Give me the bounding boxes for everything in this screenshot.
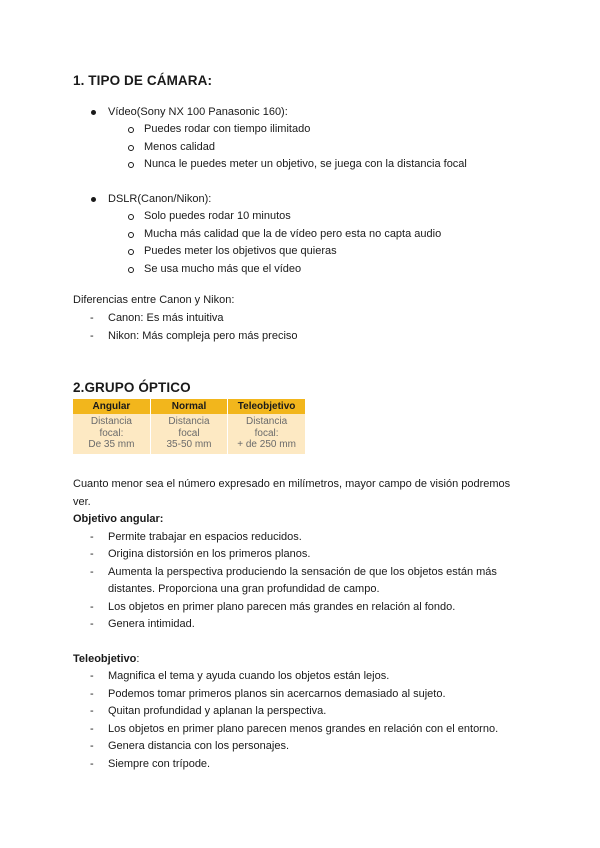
dslr-item: Mucha más calidad que la de vídeo pero esta no capta audio [144, 228, 442, 240]
table-cell-normal: Distancia focal 35-50 mm [150, 414, 227, 454]
angular-item-continuation: distantes. Proporciona una gran profundidad de campo. [108, 583, 380, 595]
focal-length-table [73, 399, 305, 454]
tele-label-line [73, 651, 139, 669]
dash-bullet: - [90, 618, 94, 630]
angular-label: Objetivo angular: [73, 513, 164, 525]
dash-bullet: - [90, 330, 94, 342]
table-row [73, 414, 305, 454]
dash-bullet: - [90, 723, 94, 735]
video-label: Vídeo(Sony NX 100 Panasonic 160): [108, 106, 288, 118]
video-item: Nunca le puedes meter un objetivo, se juega con la distancia focal [144, 158, 467, 170]
dash-bullet: - [90, 566, 94, 578]
dash-bullet: - [90, 548, 94, 560]
dash-bullet: - [90, 758, 94, 770]
intro-paragraph-line: Cuanto menor sea el número expresado en milímetros, mayor campo de visión podremos [73, 478, 511, 490]
table-cell-tele: Distancia focal: + de 250 mm [228, 414, 305, 454]
section-title-camera-type: 1. TIPO DE CÁMARA: [73, 73, 213, 88]
circle-bullet-icon [128, 145, 134, 151]
dash-bullet: - [90, 688, 94, 700]
dash-bullet: - [90, 312, 94, 324]
dash-bullet: - [90, 670, 94, 682]
dslr-item: Se usa mucho más que el vídeo [144, 263, 302, 275]
dslr-item: Solo puedes rodar 10 minutos [144, 210, 291, 222]
circle-bullet-icon [128, 249, 134, 255]
circle-bullet-icon [128, 232, 134, 238]
circle-bullet-icon [128, 127, 134, 133]
angular-item: Origina distorsión en los primeros planos. [108, 548, 311, 560]
table-cell-angular: Distancia focal: De 35 mm [73, 414, 150, 454]
table-header-normal: Normal [150, 399, 227, 414]
dash-bullet: - [90, 740, 94, 752]
tele-item: Magnifica el tema y ayuda cuando los objetos están lejos. [108, 670, 390, 682]
dash-bullet: - [90, 531, 94, 543]
section-title-optical-group: 2.GRUPO ÓPTICO [73, 380, 191, 395]
bullet-icon [91, 110, 96, 115]
intro-paragraph-line: ver. [73, 496, 91, 508]
circle-bullet-icon [128, 162, 134, 168]
angular-item: Aumenta la perspectiva produciendo la sensación de que los objetos están más [108, 566, 497, 578]
table-header-row [73, 399, 305, 414]
circle-bullet-icon [128, 267, 134, 273]
tele-item: Quitan profundidad y aplanan la perspectiva. [108, 705, 327, 717]
tele-item: Siempre con trípode. [108, 758, 211, 770]
tele-item: Los objetos en primer plano parecen menos grandes en relación con el entorno. [108, 723, 499, 735]
differences-label: Diferencias entre Canon y Nikon: [73, 294, 235, 306]
tele-item: Podemos tomar primeros planos sin acercarnos demasiado al sujeto. [108, 688, 446, 700]
differences-item: Nikon: Más compleja pero más preciso [108, 330, 298, 342]
circle-bullet-icon [128, 214, 134, 220]
dash-bullet: - [90, 705, 94, 717]
tele-item: Genera distancia con los personajes. [108, 740, 289, 752]
differences-item: Canon: Es más intuitiva [108, 312, 224, 324]
dash-bullet: - [90, 601, 94, 613]
angular-item: Los objetos en primer plano parecen más grandes en relación al fondo. [108, 601, 456, 613]
table-header-tele: Teleobjetivo [228, 399, 305, 414]
bullet-icon [91, 197, 96, 202]
dslr-label: DSLR(Canon/Nikon): [108, 193, 212, 205]
tele-label: Teleobjetivo [73, 653, 137, 665]
angular-item: Genera intimidad. [108, 618, 195, 630]
video-item: Menos calidad [144, 141, 215, 153]
tele-label-colon: : [136, 653, 140, 665]
angular-item: Permite trabajar en espacios reducidos. [108, 531, 302, 543]
video-item: Puedes rodar con tiempo ilimitado [144, 123, 311, 135]
dslr-item: Puedes meter los objetivos que quieras [144, 245, 337, 257]
table-header-angular: Angular [73, 399, 150, 414]
